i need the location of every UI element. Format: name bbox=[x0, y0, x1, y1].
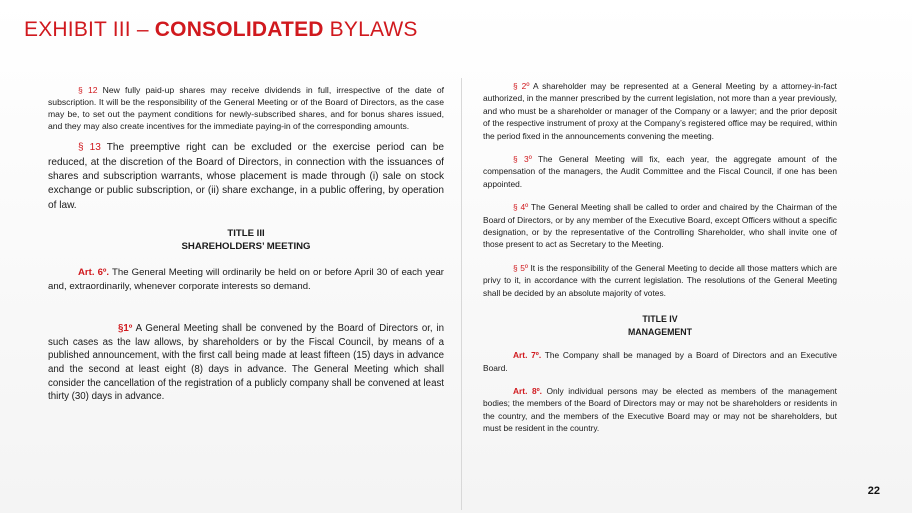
title-iii-heading bbox=[48, 227, 444, 253]
article-label: Art. 8º. bbox=[513, 385, 542, 396]
paragraph-s2 bbox=[483, 80, 837, 142]
page-title bbox=[24, 18, 418, 42]
title-bold: CONSOLIDATED bbox=[154, 18, 324, 41]
paragraph-text: The preemptive right can be excluded or the exercise period can be reduced, at the discretion of the Board of Directors, in connection with the issuances of shares and subscription warrants, whose placement is made through (i) sale on stock exchange or public subscription, or (ii) share exchange, in a public offering, by operation of law. bbox=[48, 142, 444, 211]
left-column bbox=[48, 84, 444, 404]
article-text: Only individual persons may be elected as members of the management bodies; the members of the Board of Directors may or may not be shareholders or residents in the country, and the members of the Executive Board may or may not be shareholders, but must be resident in the country. bbox=[483, 385, 837, 434]
article-label: Art. 6º. bbox=[78, 266, 110, 278]
title-iv-heading bbox=[483, 313, 837, 338]
paragraph-12 bbox=[48, 84, 444, 132]
paragraph-text: It is the responsibility of the General Meeting to decide all those matters which are privy to it, in accordance with the current legislation. The resolutions of the General Meeting shall be decided by an absolute majority of votes. bbox=[483, 262, 838, 298]
article-8 bbox=[483, 385, 837, 435]
paragraph-text: The General Meeting will fix, each year, the aggregate amount of the compensation of the managers, the Audit Committee and the Fiscal Council, if one has been appointed. bbox=[483, 154, 837, 189]
section-label: § 4º bbox=[513, 202, 529, 213]
section-label: § 3º bbox=[513, 154, 532, 165]
column-divider bbox=[461, 78, 462, 510]
title-suffix: BYLAWS bbox=[323, 18, 418, 41]
paragraph-s3 bbox=[483, 153, 837, 190]
page-number: 22 bbox=[867, 485, 880, 497]
paragraph-s5 bbox=[483, 262, 837, 299]
section-label: § 12 bbox=[78, 85, 98, 95]
heading-subtitle: SHAREHOLDERS’ MEETING bbox=[181, 240, 311, 252]
paragraph-text: The General Meeting shall be called to order and chaired by the Chairman of the Board of Directors, or by any member of the Executive Board, except Officers without a specific designation, or by the representative of the Controlling Shareholder, who shall invite one of those present to act as Secretary to the Meeting. bbox=[483, 202, 838, 250]
paragraph-text: A General Meeting shall be convened by the Board of Directors or, in such cases as the law allows, by shareholders or by the Fiscal Council, by means of a published announcement, with the first call being made at least fifteen (15) days in advance and the second at least eight (8) days in advance. The General Meeting which shall consider the cancellation of the registration of a publicly company shall be convened at least thirty (30) days in advance. bbox=[48, 322, 444, 403]
heading-subtitle: MANAGEMENT bbox=[627, 326, 693, 337]
article-text: The General Meeting will ordinarily be held on or before April 30 of each year and, extraordinarily, whenever corporate interests so demand. bbox=[48, 266, 444, 292]
paragraph-s4 bbox=[483, 201, 837, 251]
article-label: Art. 7º. bbox=[513, 350, 542, 361]
paragraph-text: A shareholder may be represented at a General Meeting by a attorney-in-fact authorized, in the manner prescribed by the current legislation, not more than a year previously, and who must be a shareholder or manager of the Company or a lawyer; and the prior deposit of the respective instrument of proxy at the Company’s registered office may be required, within the period fixed in the announcements convening the meeting. bbox=[483, 81, 837, 141]
heading-title: TITLE IV bbox=[642, 314, 678, 325]
section-label: §1º bbox=[118, 322, 133, 334]
article-text: The Company shall be managed by a Board of Directors and an Executive Board. bbox=[483, 350, 837, 373]
title-prefix: EXHIBIT III – bbox=[24, 18, 155, 41]
heading-title: TITLE III bbox=[227, 227, 265, 239]
paragraph-13 bbox=[48, 141, 444, 212]
right-column bbox=[483, 80, 837, 435]
paragraph-text: New fully paid-up shares may receive dividends in full, irrespective of the date of subscription. It will be the responsibility of the General Meeting or of the Board of Directors, as the case may be, to set out the payment conditions for newly-subscribed shares, and for bonus shares issued, and they may also create incentives for the immediate paying-in of the corresponding amounts. bbox=[48, 85, 444, 132]
section-label: § 13 bbox=[78, 142, 101, 154]
paragraph-s1 bbox=[48, 322, 444, 404]
article-7 bbox=[483, 349, 837, 374]
section-label: § 5º bbox=[513, 262, 528, 273]
section-label: § 2º bbox=[513, 81, 530, 91]
article-6 bbox=[48, 266, 444, 294]
